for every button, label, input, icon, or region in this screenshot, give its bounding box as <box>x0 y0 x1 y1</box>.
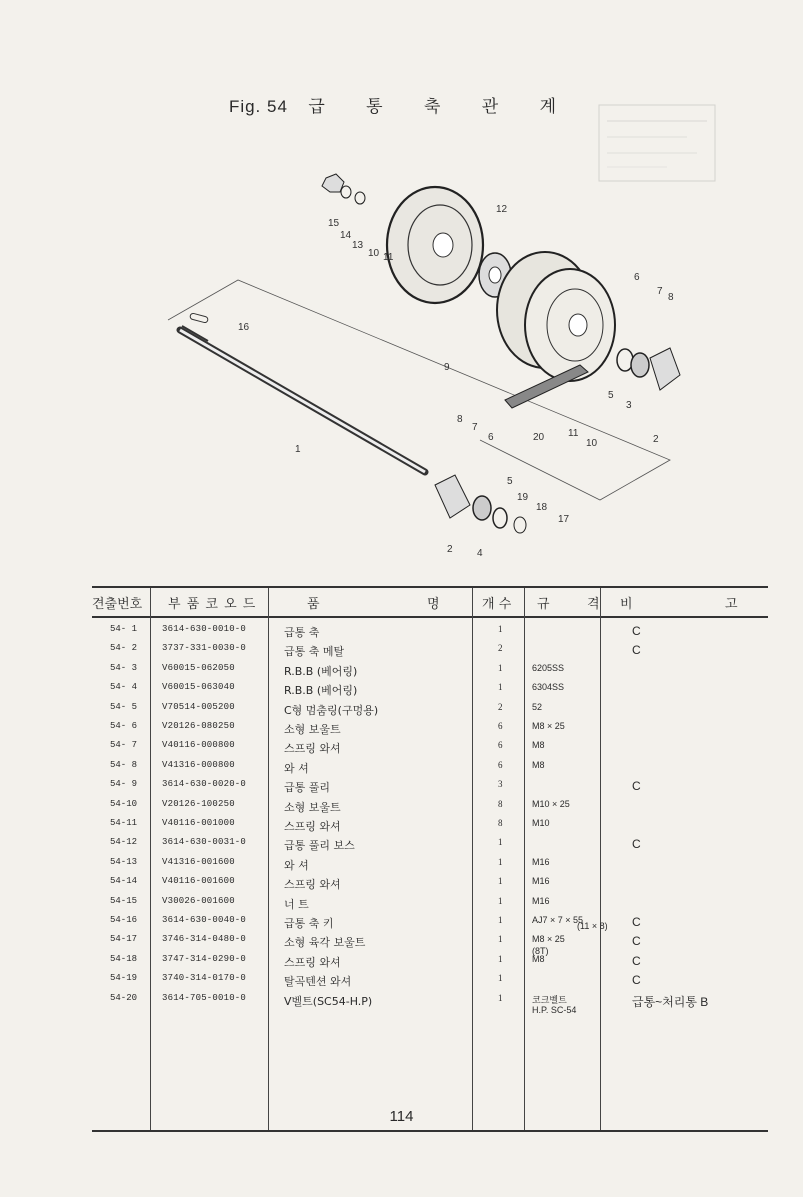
part-number: 54-12 <box>110 837 138 848</box>
svg-text:10: 10 <box>368 248 380 259</box>
part-number: 54-16 <box>110 915 138 925</box>
remark: C <box>632 973 641 988</box>
part-name: 스프링 와셔 <box>284 742 341 756</box>
part-name: 급통 풀리 <box>284 781 331 795</box>
quantity: 8 <box>498 818 503 828</box>
specification: AJ7 × 7 × 55 <box>532 915 584 925</box>
svg-text:6: 6 <box>634 272 640 283</box>
part-number: 54- 9 <box>110 779 138 790</box>
table-row <box>92 896 768 915</box>
table-row <box>92 682 768 701</box>
part-code: V41316-001600 <box>162 856 235 867</box>
part-name: V벨트(SC54-H.P) <box>284 994 373 1008</box>
svg-text:4: 4 <box>477 548 483 559</box>
specification-line2: (8T) <box>532 946 549 957</box>
svg-text:3: 3 <box>626 400 632 411</box>
part-number: 54-20 <box>110 992 138 1003</box>
part-number: 54- 4 <box>110 682 138 693</box>
quantity: 1 <box>498 953 503 964</box>
part-number: 54-14 <box>110 876 138 887</box>
part-code: V70514-005200 <box>162 701 235 712</box>
table-row <box>92 818 768 837</box>
remark: C <box>632 837 641 852</box>
svg-text:2: 2 <box>653 434 659 445</box>
table-body <box>92 618 768 1132</box>
part-name: 탈곡텐션 와셔 <box>284 975 352 989</box>
part-code: 3614-630-0031-0 <box>162 837 247 848</box>
specification: 6304SS <box>532 682 565 693</box>
specification-extra: (11 × 8) <box>577 921 608 931</box>
remark: C <box>632 953 641 968</box>
part-number: 54-11 <box>110 818 138 828</box>
quantity: 1 <box>498 876 503 887</box>
remark: C <box>632 934 641 949</box>
svg-text:13: 13 <box>352 240 364 251</box>
part-code: 3747-314-0290-0 <box>162 953 247 964</box>
svg-text:14: 14 <box>340 230 352 241</box>
specification: M8 × 25 <box>532 721 565 731</box>
quantity: 1 <box>498 915 503 925</box>
part-code: V40116-001000 <box>162 818 235 828</box>
quantity: 1 <box>498 973 503 984</box>
part-number: 54-19 <box>110 973 138 984</box>
quantity: 1 <box>498 682 503 693</box>
quantity: 1 <box>498 837 503 848</box>
remark: C <box>632 643 641 658</box>
svg-text:8: 8 <box>457 414 463 425</box>
svg-text:5: 5 <box>507 476 513 487</box>
specification: M10 <box>532 818 550 828</box>
part-code: 3614-705-0010-0 <box>162 992 247 1003</box>
part-number: 54-10 <box>110 798 138 809</box>
table-row <box>92 857 768 876</box>
table-row <box>92 663 768 682</box>
svg-text:11: 11 <box>383 252 394 263</box>
svg-text:7: 7 <box>657 286 663 297</box>
part-number: 54- 7 <box>110 740 138 751</box>
table-row <box>92 740 768 759</box>
svg-text:17: 17 <box>558 514 570 525</box>
table-row <box>92 779 768 798</box>
svg-text:10: 10 <box>586 438 598 449</box>
quantity: 6 <box>498 721 503 731</box>
table-row <box>92 954 768 973</box>
remark: C <box>632 624 641 638</box>
quantity: 1 <box>498 934 503 945</box>
part-code: V40116-001600 <box>162 876 235 887</box>
part-code: 3614-630-0010-0 <box>162 624 247 634</box>
specification: M8 <box>532 759 545 770</box>
svg-text:9: 9 <box>444 362 450 373</box>
large-pulley <box>387 187 483 303</box>
part-name: 스프링 와셔 <box>284 878 341 892</box>
part-name: 급통 축 키 <box>284 917 334 930</box>
main-shaft <box>180 326 425 472</box>
exploded-parts-diagram <box>150 160 710 565</box>
quantity: 3 <box>498 779 503 790</box>
svg-text:11: 11 <box>568 428 579 439</box>
svg-text:5: 5 <box>608 390 614 401</box>
part-code: 3746-314-0480-0 <box>162 934 247 945</box>
part-number: 54-18 <box>110 953 138 964</box>
quantity: 1 <box>498 992 503 1003</box>
part-name: 와 셔 <box>284 858 309 872</box>
table-row <box>92 721 768 740</box>
figure-number: Fig. 54 <box>228 97 288 116</box>
part-name: R.B.B (베어링) <box>284 684 358 698</box>
part-number: 54-15 <box>110 895 138 906</box>
quantity: 2 <box>498 643 503 654</box>
quantity: 1 <box>498 856 503 867</box>
table-row <box>92 643 768 662</box>
part-code: 3740-314-0170-0 <box>162 973 247 984</box>
table-row <box>92 876 768 895</box>
part-name: 급통 축 <box>284 626 320 639</box>
table-row <box>92 702 768 721</box>
table-row <box>92 799 768 818</box>
part-name: 와 셔 <box>284 761 309 775</box>
part-number: 54-17 <box>110 934 138 945</box>
svg-text:15: 15 <box>328 218 340 229</box>
part-code: 3614-630-0040-0 <box>162 915 247 925</box>
table-row <box>92 915 768 934</box>
part-code: 3614-630-0020-0 <box>162 779 247 790</box>
part-name: 스프링 와셔 <box>284 820 341 833</box>
specification: M16 <box>532 895 550 906</box>
part-code: V40116-000800 <box>162 740 235 751</box>
part-code: V30026-001600 <box>162 895 235 906</box>
specification: M8 <box>532 740 545 751</box>
part-name: 너 트 <box>284 897 309 911</box>
svg-text:20: 20 <box>533 432 545 443</box>
part-number: 54- 6 <box>110 721 138 731</box>
figure-title: 급 통 축 관 계 <box>308 97 575 117</box>
specification: 52 <box>532 701 543 712</box>
svg-text:16: 16 <box>238 322 250 333</box>
table-row <box>92 837 768 856</box>
specification: M16 <box>532 876 550 887</box>
part-code: V60015-063040 <box>162 682 235 693</box>
specification: 6205SS <box>532 662 565 673</box>
quantity: 6 <box>498 759 503 770</box>
table-row <box>92 992 768 1015</box>
double-pulley <box>497 252 615 381</box>
part-name: 소형 육각 보울트 <box>284 936 366 950</box>
part-name: 급통 축 메탈 <box>284 645 345 659</box>
table-header: 견출번호 부 품 코 오 드 품 명 개 수 규 격 비 고 <box>92 586 768 618</box>
part-number: 54- 1 <box>110 624 138 634</box>
quantity: 8 <box>498 798 503 809</box>
part-code: 3737-331-0030-0 <box>162 643 247 654</box>
table-row <box>92 973 768 992</box>
part-number: 54- 3 <box>110 662 138 673</box>
part-code: V41316-000800 <box>162 759 235 770</box>
parts-table <box>92 586 768 1132</box>
quantity: 1 <box>498 662 503 673</box>
part-name: C형 멈춤링(구멍용) <box>284 703 379 717</box>
svg-text:1: 1 <box>295 444 301 455</box>
part-name: R.B.B (베어링) <box>284 664 358 678</box>
specification: M16 <box>532 856 550 867</box>
svg-text:7: 7 <box>472 422 478 433</box>
quantity: 1 <box>498 624 503 634</box>
part-name: 스프링 와셔 <box>284 955 341 969</box>
svg-text:8: 8 <box>668 292 674 303</box>
remark: C <box>632 779 641 794</box>
part-number: 54- 2 <box>110 643 138 654</box>
remark: C <box>632 915 641 929</box>
svg-text:18: 18 <box>536 502 548 513</box>
svg-text:19: 19 <box>517 492 529 503</box>
part-name: 소형 보울트 <box>284 723 341 736</box>
table-row <box>92 624 768 643</box>
part-number: 54- 8 <box>110 759 138 770</box>
specification: M8 × 25 <box>532 934 565 945</box>
part-code: V20126-080250 <box>162 721 235 731</box>
svg-text:2: 2 <box>447 544 453 555</box>
part-code: V20126-100250 <box>162 798 235 809</box>
part-code: V60015-062050 <box>162 662 235 673</box>
specification: M8 <box>532 953 545 964</box>
specification-line2: H.P. SC-54 <box>532 1004 577 1015</box>
part-number: 54-13 <box>110 856 138 867</box>
specification: M10 × 25 <box>532 798 570 809</box>
page-number: 114 <box>389 1108 414 1125</box>
svg-text:12: 12 <box>496 204 508 215</box>
table-row <box>92 934 768 957</box>
quantity: 6 <box>498 740 503 751</box>
svg-text:6: 6 <box>488 432 494 443</box>
part-name: 급통 풀리 보스 <box>284 839 355 853</box>
quantity: 1 <box>498 895 503 906</box>
table-row <box>92 760 768 779</box>
quantity: 2 <box>498 701 503 712</box>
remark: 급통~처리통 B <box>632 994 709 1009</box>
specification: 코크벨트 <box>532 994 567 1005</box>
part-number: 54- 5 <box>110 701 138 712</box>
part-name: 소형 보울트 <box>284 800 341 814</box>
